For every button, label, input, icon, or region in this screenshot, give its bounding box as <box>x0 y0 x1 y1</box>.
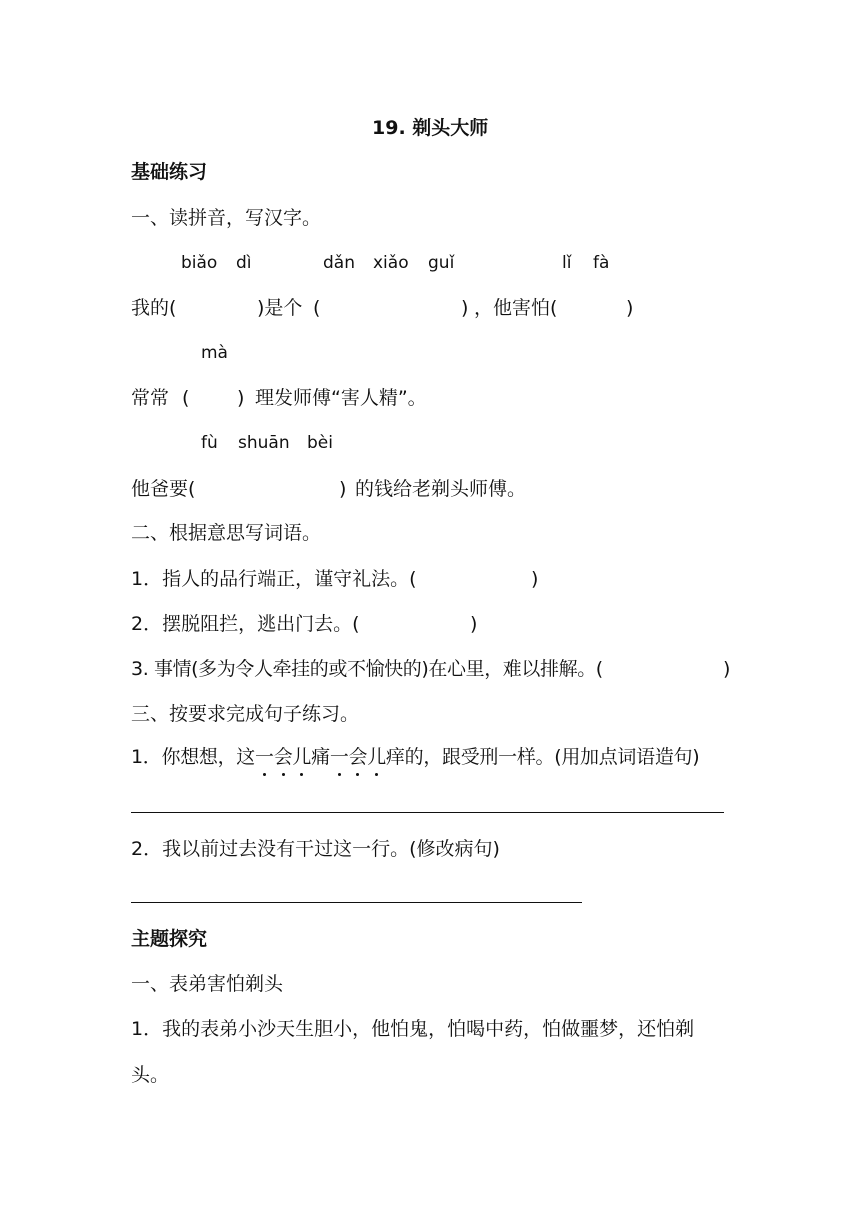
dotted-char: 儿 <box>292 746 312 768</box>
paragraph-line-1: 1．我的表弟小沙天生胆小，他怕鬼，怕喝中药，怕做噩梦，还怕剃 <box>131 1018 695 1040</box>
pinyin-ma: mà <box>201 343 228 363</box>
question-2-item-1-close: ) <box>531 568 539 590</box>
fill-line-1-part-b: )是个 <box>257 297 303 319</box>
fill-line-3-part-c: 的钱给老剃头师傅。 <box>355 478 527 500</box>
fill-line-1-part-a: 我的( <box>131 297 177 319</box>
pinyin-fa: fà <box>593 253 610 273</box>
dotted-char: 一 <box>255 746 274 768</box>
question-3-item-1-suffix: 痒的，跟受刑一样。(用加点词语造句) <box>385 746 700 768</box>
pinyin-shuan: shuān <box>238 433 290 453</box>
plain-char: 痛 <box>311 746 330 768</box>
pinyin-gui: guǐ <box>428 253 455 273</box>
question-2-item-3-close: ) <box>723 658 731 680</box>
pinyin-bei: bèi <box>307 433 333 453</box>
question-2-item-1: 1．指人的品行端正，谨守礼法。( <box>131 568 417 590</box>
fill-line-2-part-c: ) <box>237 387 245 409</box>
pinyin-li: lǐ <box>562 253 572 273</box>
fill-line-1-part-e: ，他害怕( <box>474 297 558 319</box>
question-2-item-3: 3. 事情(多为令人牵挂的或不愉快的)在心里，难以排解。( <box>131 658 603 680</box>
pinyin-fu: fù <box>201 433 218 453</box>
answer-line-2[interactable] <box>131 902 582 903</box>
question-2-heading: 二、根据意思写词语。 <box>131 522 322 544</box>
dotted-char: 会 <box>273 746 293 768</box>
pinyin-biao: biǎo <box>181 253 218 273</box>
dotted-char: 一 <box>329 746 349 768</box>
fill-line-2-part-b: ( <box>182 387 190 409</box>
fill-line-1-part-c: ( <box>313 297 321 319</box>
question-3-item-2: 2．我以前过去没有干过这一行。(修改病句) <box>131 838 500 860</box>
pinyin-dan: dǎn <box>323 253 355 273</box>
question-3-item-1 <box>131 745 699 769</box>
fill-line-2-part-d: 理发师傅“害人精”。 <box>255 387 427 409</box>
question-3-item-1-prefix: 1．你想想，这 <box>131 746 255 768</box>
pinyin-di: dì <box>236 253 252 273</box>
dotted-char: 儿 <box>367 746 386 768</box>
question-1-heading: 一、读拼音，写汉字。 <box>131 207 322 229</box>
question-2-item-2-close: ) <box>470 613 478 635</box>
fill-line-3-part-b: ) <box>339 478 347 500</box>
section-heading-theme-exploration: 主题探究 <box>131 928 208 950</box>
section-heading-basic-practice: 基础练习 <box>131 161 208 183</box>
question-3-heading: 三、按要求完成句子练习。 <box>131 703 360 725</box>
answer-line-1[interactable] <box>131 812 724 813</box>
dotted-char: 会 <box>348 746 368 768</box>
section-2-subheading: 一、表弟害怕剃头 <box>131 973 284 995</box>
question-2-item-2: 2．摆脱阻拦，逃出门去。( <box>131 613 360 635</box>
fill-line-1-part-d: ) <box>461 297 469 319</box>
page-title: 19. 剃头大师 <box>372 117 489 139</box>
fill-line-1-part-f: ) <box>626 297 634 319</box>
fill-line-3-part-a: 他爸要( <box>131 478 196 500</box>
fill-line-2-part-a: 常常 <box>131 387 170 409</box>
paragraph-line-2: 头。 <box>131 1064 170 1086</box>
pinyin-xiao: xiǎo <box>373 253 409 273</box>
